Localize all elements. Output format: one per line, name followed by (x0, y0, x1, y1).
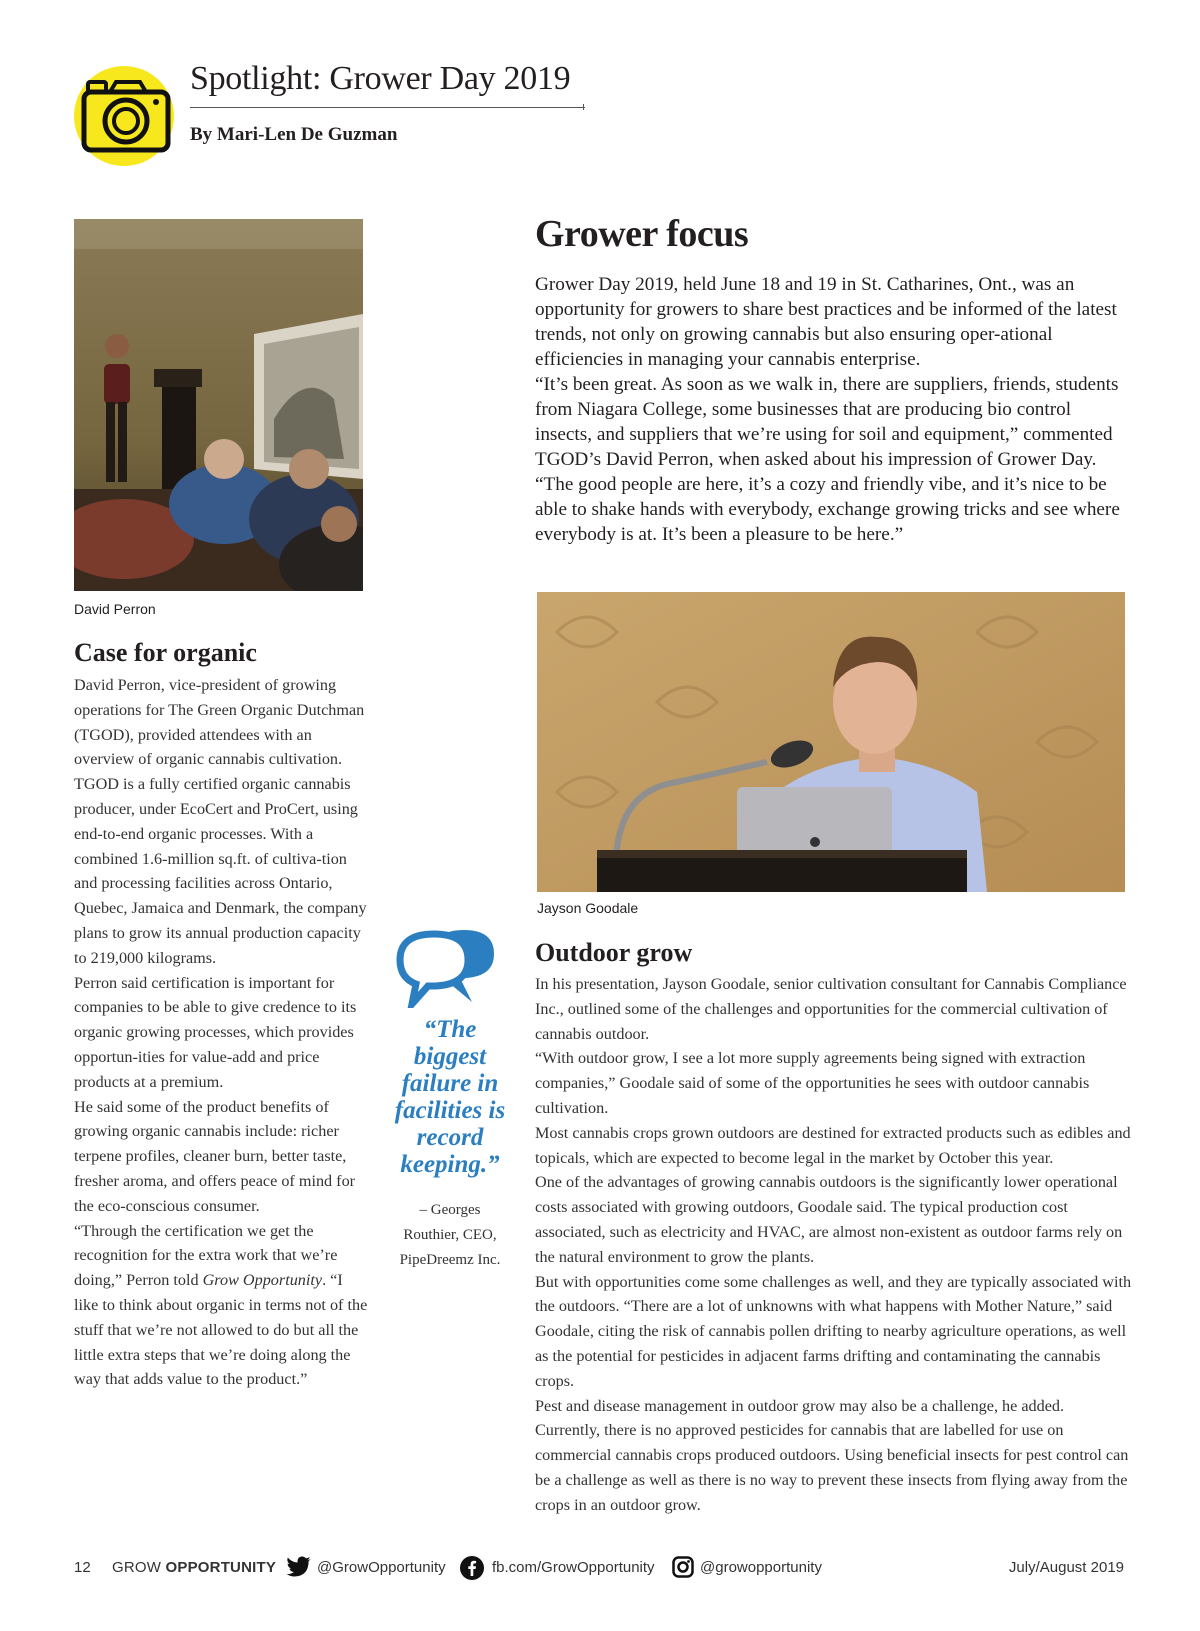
photo-caption: Jayson Goodale (537, 900, 639, 916)
issue-date: July/August 2019 (1008, 1559, 1124, 1576)
paragraph (74, 1219, 370, 1393)
paragraph: Grower Day 2019, held June 18 and 19 in St. Catharines, Ont., was an opportunity for growers to share best practices and be informed of the latest trends, not only on growing cannabis but also ensuring oper-ational efficiencies in managing your cannabis enterprise. (535, 274, 1117, 370)
pull-quote: “The biggest failure in facilities is record keeping.” (394, 1016, 506, 1178)
facebook-url[interactable]: fb.com/GrowOpportunity (492, 1559, 655, 1576)
paragraph: In his presentation, Jayson Goodale, senior cultivation consultant for Cannabis Compliance Inc., outlined some of the challenges and opportunities for the commercial cultivation of cannabis outdoor. (535, 975, 1127, 1043)
pull-quote-attribution (384, 1198, 516, 1273)
paragraph: “With outdoor grow, I see a lot more supply agreements being signed with extraction companies,” Goodale said of some of the opportunities he sees with outdoor cannabis cultivation. (535, 1049, 1090, 1117)
paragraph: Pest and disease management in outdoor grow may also be a challenge, he added. Currently, there is no approved pesticides for cannabis that are labelled for use on commercial cannabis crops produced outdoors. Using beneficial insects for pest control can be a challenge as well as there is no way to prevent these insects from flying away from the crops in an outdoor grow. (535, 1396, 1129, 1514)
page-title: Spotlight: Grower Day 2019 (190, 60, 571, 97)
instagram-icon[interactable] (672, 1556, 694, 1578)
paragraph-part: “Through the certification we get the recognition for the extra work that we’re doing,” Perron told (74, 1221, 338, 1290)
grower-focus-body (535, 272, 1131, 547)
facebook-icon[interactable] (460, 1556, 484, 1580)
speech-bubbles-icon (394, 922, 498, 1008)
title-rule (190, 107, 585, 108)
photo-caption: David Perron (74, 601, 156, 617)
attribution-line: Routhier, CEO, (403, 1227, 497, 1243)
magazine-brand (112, 1559, 276, 1576)
page-number: 12 (74, 1559, 91, 1576)
title-rule-end (583, 104, 584, 110)
attribution-line: – Georges (419, 1202, 481, 1218)
paragraph: Perron said certification is important for companies to be able to give credence to its organic growing processes, which provides opportun-ities for value-add and price products at a premium. (74, 973, 357, 1091)
instagram-handle[interactable]: @growopportunity (700, 1559, 822, 1576)
paragraph: Most cannabis crops grown outdoors are destined for extracted products such as edibles and topicals, which are expected to become legal in the market by October this year. (535, 1123, 1131, 1167)
section-title-grower-focus: Grower focus (535, 213, 749, 255)
paragraph: But with opportunities come some challenges as well, and they are typically associated with the outdoors. “There are a lot of unknowns with what happens with Mother Nature,” said Goodale, citing the risk of cannabis pollen drifting to nearby agriculture operations, as well as the potential for pesticides in adjacent farms drifting and contaminating the cannabis crops. (535, 1272, 1132, 1390)
photo-jayson-goodale (537, 592, 1125, 892)
brand-part-bold: OPPORTUNITY (165, 1559, 277, 1576)
camera-icon (80, 74, 172, 158)
conference-room-photo (74, 219, 363, 591)
paragraph: He said some of the product benefits of growing organic cannabis include: richer terpene profiles, cleaner burn, better taste, fresher aroma, and offers peace of mind for the eco-conscious consumer. (74, 1097, 356, 1215)
twitter-handle[interactable]: @GrowOpportunity (317, 1559, 446, 1576)
case-for-organic-body (74, 673, 370, 1392)
paragraph: One of the advantages of growing cannabis outdoors is the significantly lower operational costs associated with growing outdoors, Goodale said. The typical production cost associated, such as electricity and HVAC, are almost non-existent as outdoor farms rely on the natural environment to grow the plants. (535, 1173, 1123, 1266)
section-title-outdoor-grow: Outdoor grow (535, 938, 693, 967)
byline: By Mari-Len De Guzman (190, 124, 398, 145)
publication-name: Grow Opportunity (202, 1271, 323, 1290)
section-title-case-for-organic: Case for organic (74, 638, 257, 667)
twitter-icon[interactable] (286, 1556, 312, 1578)
speaker-photo (537, 592, 1125, 892)
paragraph: David Perron, vice-president of growing operations for The Green Organic Dutchman (TGOD), provided attendees with an overview of organic cannabis cultivation. TGOD is a fully certified organic cannabis producer, under EcoCert and ProCert, using end-to-end organic processes. With a combined 1.6-million sq.ft. of cultiva-tion and processing facilities across Ontario, Quebec, Jamaica and Denmark, the company plans to grow its annual production capacity to 219,000 kilograms. (74, 676, 367, 967)
outdoor-grow-body (535, 972, 1133, 1518)
photo-david-perron (74, 219, 363, 591)
paragraph: “It’s been great. As soon as we walk in, there are suppliers, friends, students from Niagara College, some businesses that are producing bio control insects, and suppliers that we’re using for soil and equipment,” commented TGOD’s David Perron, when asked about his impression of Grower Day. “The good people are here, it’s a cozy and friendly vibe, and it’s nice to be able to shake hands with everybody, exchange growing tricks and see where everybody is at. It’s been a pleasure to be here.” (535, 374, 1120, 545)
paragraph-part: . “I like to think about organic in terms not of the stuff that we’re not allowed to do but all the little extra steps that we’re doing along the way that adds value to the product.” (74, 1271, 368, 1389)
attribution-line: PipeDreemz Inc. (399, 1252, 501, 1268)
brand-part: GROW (112, 1559, 162, 1576)
page-footer (74, 1556, 1124, 1580)
